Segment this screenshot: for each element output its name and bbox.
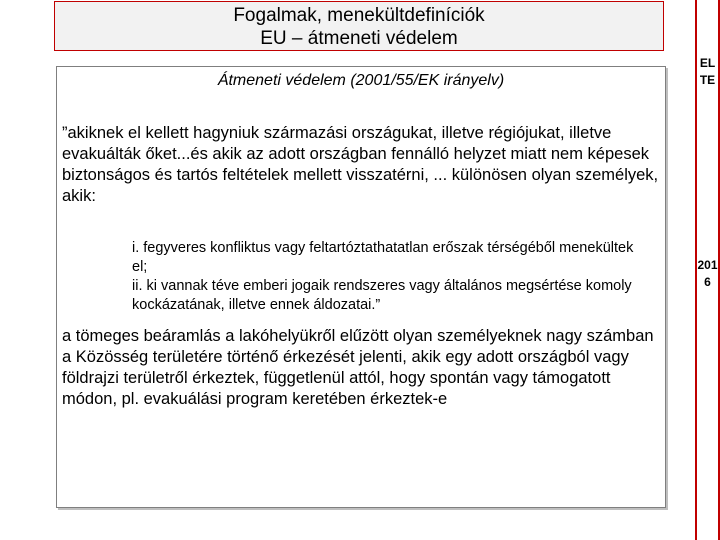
side-bar [695, 0, 720, 540]
mass-influx-paragraph: a tömeges beáramlás a lakóhelyükről elűzött olyan személyeknek nagy számban a Közösség területére történő érkezését jelenti, akik egy adott országból vagy földrajzi területről érkeztek, függetlenül attól, hogy spontán vagy támogatott módon, pl. evakuálási program keretében érkeztek-e [62, 327, 654, 408]
criteria-list [132, 239, 652, 315]
subtitle: Átmeneti védelem (2001/55/EK irányelv) [217, 72, 505, 89]
slide-title [54, 1, 664, 51]
list-item: ii. ki vannak téve emberi jogaik rendszeres vagy általános megsértése komoly kockázatának, illetve ennek áldozatai.” [132, 278, 632, 313]
content-box [56, 66, 666, 508]
title-line-2: EU – átmeneti védelem [260, 28, 458, 49]
side-label-elte: ELTE [699, 56, 716, 87]
title-line-1: Fogalmak, menekültdefiníciók [233, 5, 485, 26]
list-item: i. fegyveres konfliktus vagy feltartóztathatatlan erőszak térségéből menekültek el; [132, 240, 634, 275]
definition-paragraph: ”akiknek el kellett hagyniuk származási országukat, illetve régiójukat, illetve evakuálták őket...és akik az adott országban fennálló helyzet miatt nem képesek biztonságos és tartós feltételek mellett visszatérni, ... különösen olyan személyek, akik: [62, 124, 659, 205]
side-label-year: 2016 [697, 258, 718, 289]
